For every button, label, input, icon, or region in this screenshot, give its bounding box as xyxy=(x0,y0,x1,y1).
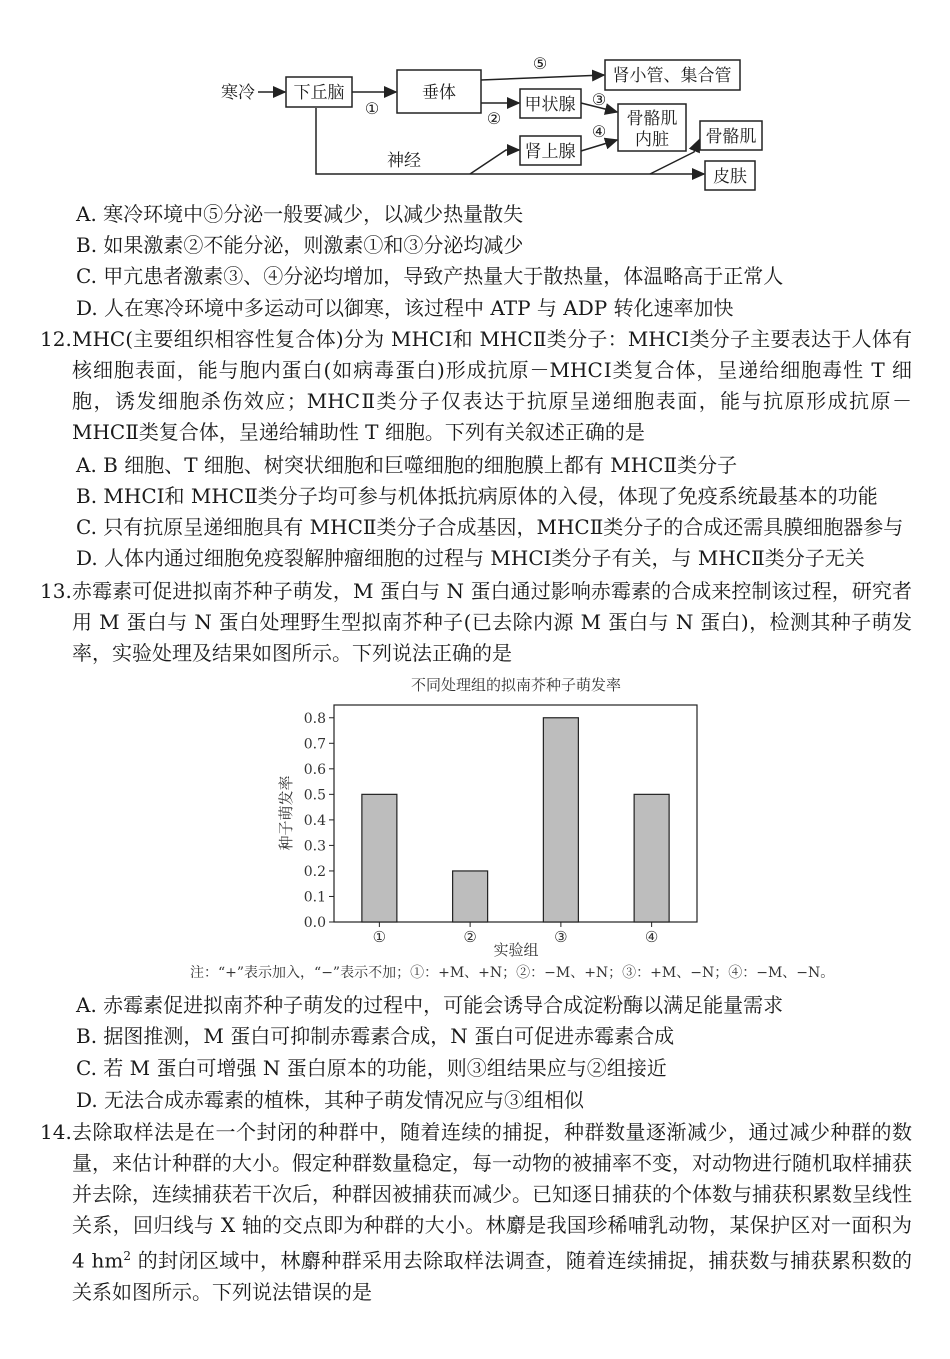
y-tick-label: 0.0 xyxy=(303,915,326,931)
y-axis-label: 种子萌发率 xyxy=(277,775,295,851)
q14-stem-part2: 的封闭区域中，林麝种群采用去除取样法调查，随着连续捕捉，捕获数与捕获累积数的关系如图所示。下列说法错误的是 xyxy=(72,1248,913,1304)
q13-stem: 赤霉素可促进拟南芥种子萌发，M 蛋白与 N 蛋白通过影响赤霉素的合成来控制该过程，研究者用 M 蛋白与 N 蛋白处理野生型拟南芥种子(已去除内源 M 蛋白与 N 蛋白)，检测其种子萌发率，实验处理及结果如图所示。下列说法正确的是 xyxy=(72,579,912,665)
x-tick-label: ④ xyxy=(644,928,659,946)
q11-option-a: A. 寒冷环境中⑤分泌一般要减少，以减少热量散失 xyxy=(76,202,524,226)
y-tick-label: 0.2 xyxy=(303,863,326,880)
q12-option-c: C. 只有抗原呈递细胞具有 MHCⅡ类分子合成基因，MHCⅡ类分子的合成还需具膜细胞器参与 xyxy=(76,515,904,539)
organ-label: 内脏 xyxy=(635,130,669,150)
hypothalamus-label: 下丘脑 xyxy=(293,83,345,103)
chart-title: 不同处理组的拟南芥种子萌发率 xyxy=(410,676,622,694)
q13-option-d: D. 无法合成赤霉素的植株，其种子萌发情况应与③组相似 xyxy=(76,1088,585,1112)
q12-option-a: A. B 细胞、T 细胞、树突状细胞和巨噬细胞的细胞膜上都有 MHCⅡ类分子 xyxy=(76,453,738,477)
skeletal-label: 骨骼肌 xyxy=(705,127,757,147)
thyroid-label: 甲状腺 xyxy=(524,95,576,115)
q11-option-d: D. 人在寒冷环境中多运动可以御寒，该过程中 ATP 与 ADP 转化速率加快 xyxy=(76,296,734,320)
y-tick-label: 0.6 xyxy=(303,761,326,778)
x-tick-label: ① xyxy=(372,928,387,946)
germination-bar-chart xyxy=(0,665,950,965)
y-tick-label: 0.3 xyxy=(303,838,326,855)
q12-option-b: B. MHCⅠ和 MHCⅡ类分子均可参与机体抵抗病原体的入侵，体现了免疫系统最基本的功能 xyxy=(76,484,878,508)
y-tick-label: 0.7 xyxy=(303,736,326,753)
chart-note: 注：“+”表示加入，“−”表示不加；①：+M、+N；②：−M、+N；③：+M、−N；④：−M、−N。 xyxy=(190,965,835,981)
marker-2: ② xyxy=(486,109,502,128)
pituitary-label: 垂体 xyxy=(422,83,456,103)
marker-3: ③ xyxy=(591,90,607,109)
q13-option-c: C. 若 M 蛋白可增强 N 蛋白原本的功能，则③组结果应与②组接近 xyxy=(76,1056,667,1080)
skin-label: 皮肤 xyxy=(713,167,747,187)
q11-option-c: C. 甲亢患者激素③、④分泌均增加，导致产热量大于散热量，体温略高于正常人 xyxy=(76,264,784,288)
marker-1: ① xyxy=(364,99,380,118)
q13-option-a: A. 赤霉素促进拟南芥种子萌发的过程中，可能会诱导合成淀粉酶以满足能量需求 xyxy=(76,993,784,1017)
adrenal-label: 肾上腺 xyxy=(524,142,576,162)
cold-label: 寒冷 xyxy=(221,83,255,103)
x-tick-label: ③ xyxy=(554,928,568,946)
marker-5: ⑤ xyxy=(532,54,548,73)
q14-sup: 2 xyxy=(123,1249,131,1263)
q13-option-b: B. 据图推测，M 蛋白可抑制赤霉素合成，N 蛋白可促进赤霉素合成 xyxy=(76,1024,675,1048)
y-tick-label: 0.5 xyxy=(303,787,326,804)
thermoregulation-diagram xyxy=(0,0,950,200)
q14-stem xyxy=(72,1117,912,1308)
y-tick-label: 0.8 xyxy=(303,710,326,727)
marker-4: ④ xyxy=(591,122,607,141)
kidney-label: 肾小管、集合管 xyxy=(612,66,732,86)
bar-2 xyxy=(453,871,488,922)
q12-option-d: D. 人体内通过细胞免疫裂解肿瘤细胞的过程与 MHCⅠ类分子有关，与 MHCⅡ类分子无关 xyxy=(76,546,865,570)
bar-1 xyxy=(362,794,397,922)
q14-number: 14. xyxy=(40,1120,72,1144)
q11-option-b: B. 如果激素②不能分泌，则激素①和③分泌均减少 xyxy=(76,233,524,257)
bar-4 xyxy=(634,794,669,922)
q12-number: 12. xyxy=(40,327,72,351)
y-tick-label: 0.1 xyxy=(303,889,326,906)
nerve-label: 神经 xyxy=(387,151,421,171)
q13-number: 13. xyxy=(40,579,72,603)
q12-stem: MHC(主要组织相容性复合体)分为 MHCⅠ和 MHCⅡ类分子：MHCⅠ类分子主要表达于人体有核细胞表面，能与胞内蛋白(如病毒蛋白)形成抗原－MHCⅠ类复合体，呈递给细胞毒性 T 细胞，诱发细胞杀伤效应；MHCⅡ类分子仅表达于抗原呈递细胞表面，能与抗原形成抗原－MHCⅡ类复合体，呈递给辅助性 T 细胞。下列有关叙述正确的是 xyxy=(72,327,912,444)
y-tick-label: 0.4 xyxy=(303,812,326,829)
x-axis-label: 实验组 xyxy=(493,941,539,959)
muscle-label: 骨骼肌 xyxy=(626,109,678,129)
q14-stem-part1: 去除取样法是在一个封闭的种群中，随着连续的捕捉，种群数量逐渐减少，通过减少种群的数量，来估计种群的大小。假定种群数量稳定，每一动物的被捕率不变，对动物进行随机取样捕获并去除，连续捕获若干次后，种群因被捕获而减少。已知逐日捕获的个体数与捕获积累数呈线性关系，回归线与 X 轴的交点即为种群的大小。林麝是我国珍稀哺乳动物，某保护区对一面积为 4 hm xyxy=(72,1120,912,1273)
bar-3 xyxy=(543,718,578,922)
x-tick-label: ② xyxy=(463,928,477,946)
